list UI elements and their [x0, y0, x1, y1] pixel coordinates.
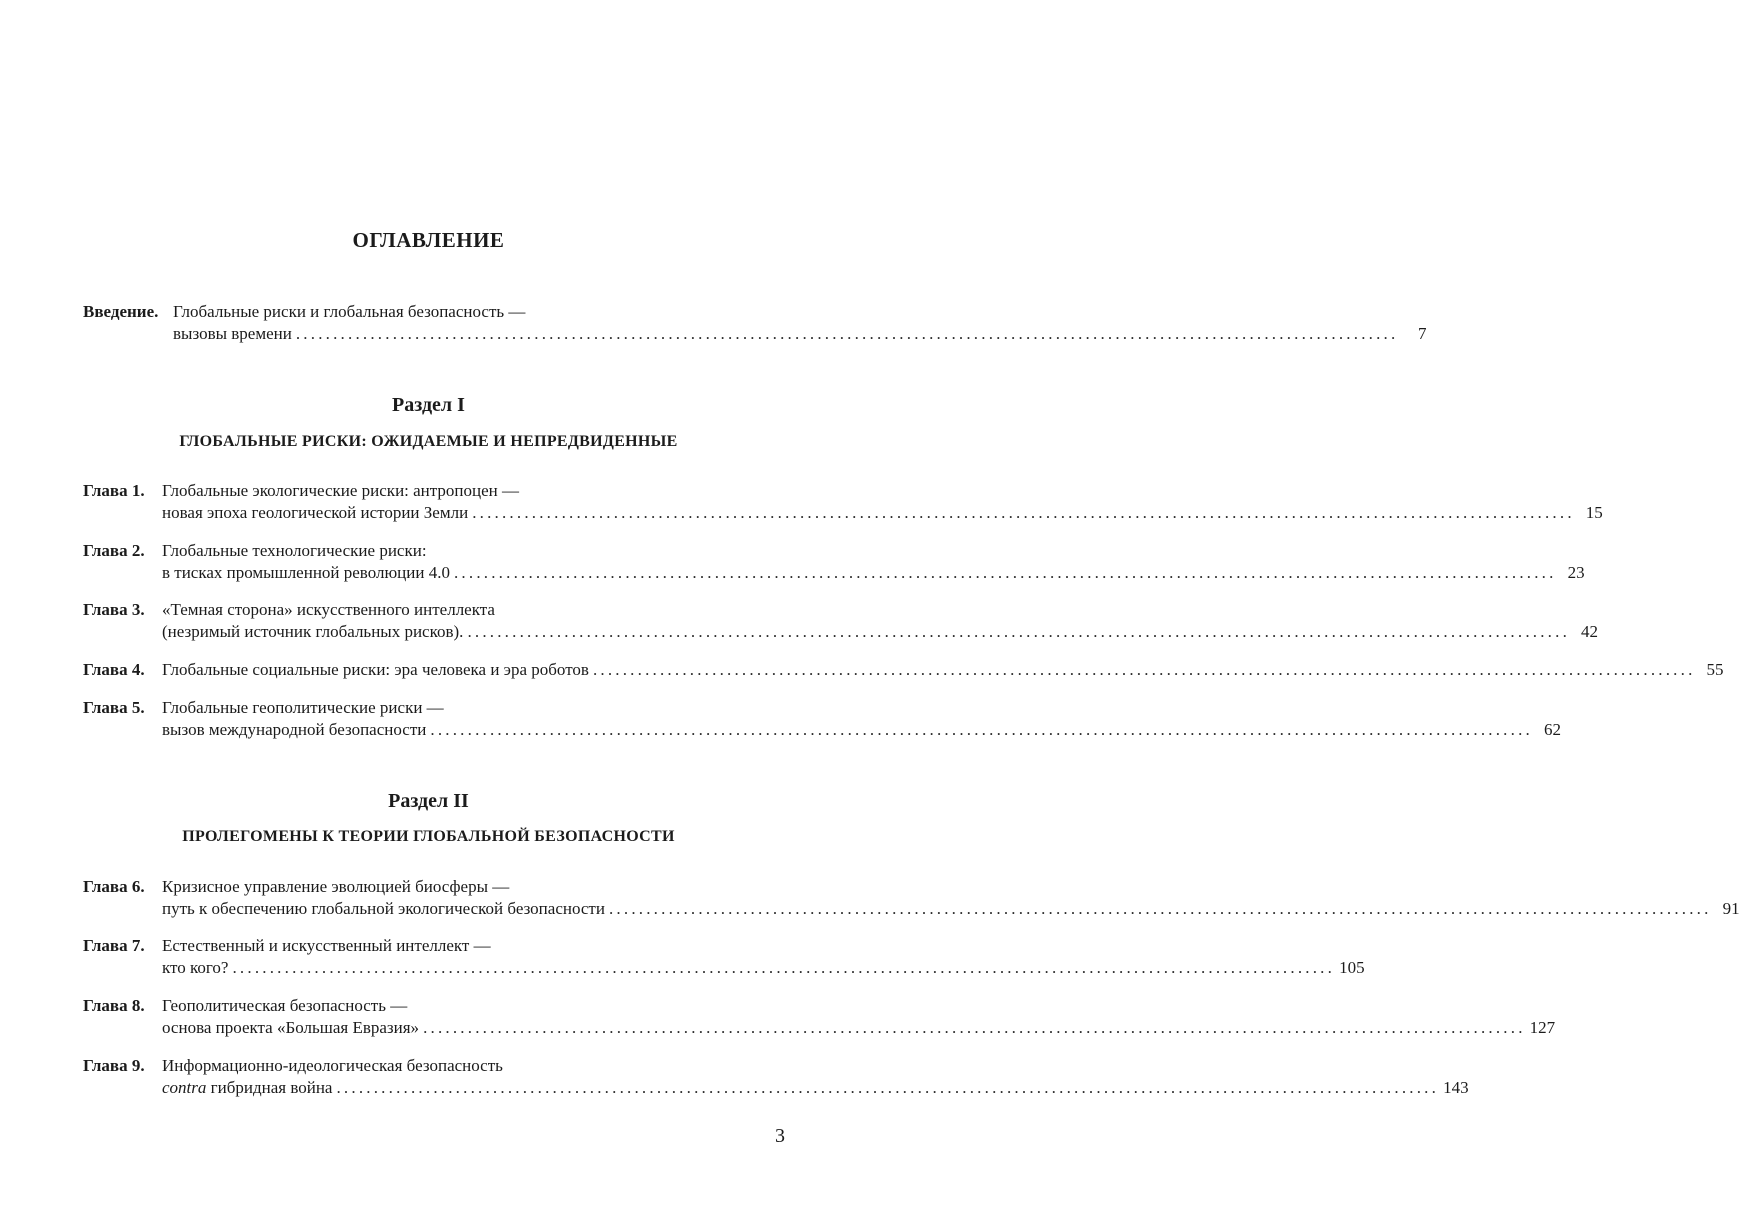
dot-leader: .................................................................................................................................................... — [608, 899, 1712, 918]
entry-label: Глава 8. — [83, 996, 145, 1015]
entry-title-line1: Кризисное управление эволюцией биосферы — — [162, 877, 510, 896]
entry-title-line2: гибридная война — [206, 1078, 333, 1097]
dot-leader: .................................................................................................................................................... — [232, 958, 1336, 977]
toc-entry-chapter-8[interactable] — [83, 995, 1556, 1039]
entry-label: Глава 1. — [83, 481, 145, 500]
entry-title-line2: основа проекта «Большая Евразия» — [162, 1018, 420, 1037]
entry-label: Глава 6. — [83, 877, 145, 896]
entry-page: 42 — [1581, 622, 1599, 641]
entry-label: Глава 9. — [83, 1056, 145, 1075]
entry-label: Глава 7. — [83, 936, 145, 955]
entry-label: Глава 4. — [83, 660, 145, 679]
entry-page: 127 — [1529, 1018, 1556, 1037]
toc-entry-chapter-1[interactable] — [83, 480, 1603, 524]
entry-label: Глава 2. — [83, 541, 145, 560]
entry-title-line2: вызовы времени — [173, 324, 292, 343]
dot-leader: .................................................................................................................................................... — [423, 1018, 1526, 1037]
entry-title-line1: Геополитическая безопасность — — [162, 996, 408, 1015]
entry-title-line2: вызов международной безопасности — [162, 720, 427, 739]
entry-page: 23 — [1567, 563, 1585, 582]
toc-entry-chapter-5[interactable] — [83, 697, 1561, 741]
entry-title-line1: Глобальные технологические риски: — [162, 541, 427, 560]
toc-entry-chapter-2[interactable] — [83, 540, 1585, 584]
dot-leader: .................................................................................................................................................... — [467, 622, 1571, 641]
dot-leader: .................................................................................................................................................... — [336, 1078, 1440, 1097]
entry-page: 91 — [1722, 899, 1740, 918]
entry-page: 55 — [1706, 660, 1724, 679]
entry-title-line2: Глобальные социальные риски: эра человека и эра роботов — [162, 660, 589, 679]
entry-title-line1: Информационно-идеологическая безопасность — [162, 1056, 503, 1075]
entry-page: 105 — [1339, 958, 1365, 977]
toc-entry-intro[interactable] — [83, 301, 1427, 345]
section-title: Раздел II — [388, 790, 469, 812]
entry-title-line1: Глобальные экологические риски: антропоцен — — [162, 481, 520, 500]
entry-title-line1: Глобальные риски и глобальная безопасность — — [173, 302, 526, 321]
dot-leader: .................................................................................................................................................... — [592, 660, 1696, 679]
entry-title-line1: «Темная сторона» искусственного интеллекта — [162, 600, 495, 619]
dot-leader: .................................................................................................................................................... — [430, 720, 1533, 739]
toc-entry-chapter-7[interactable] — [83, 935, 1365, 979]
entry-label: Введение. — [83, 302, 159, 321]
entry-title-line2-wrap — [162, 1077, 332, 1099]
page-number: 3 — [775, 1125, 785, 1147]
entry-title-italic: contra — [162, 1078, 207, 1097]
entry-page: 7 — [1417, 324, 1427, 343]
section-title: Раздел I — [392, 394, 465, 416]
entry-page: 15 — [1585, 503, 1603, 522]
entry-title-line2: путь к обеспечению глобальной экологической безопасности — [162, 899, 605, 918]
section-subtitle: ПРОЛЕГОМЕНЫ К ТЕОРИИ ГЛОБАЛЬНОЙ БЕЗОПАСНОСТИ — [182, 828, 675, 845]
toc-entry-chapter-6[interactable] — [83, 876, 1740, 920]
dot-leader: .................................................................................................................................................... — [295, 324, 1399, 343]
toc-entry-chapter-9[interactable] — [83, 1055, 1469, 1099]
dot-leader: .................................................................................................................................................... — [453, 563, 1557, 582]
section-subtitle: ГЛОБАЛЬНЫЕ РИСКИ: ОЖИДАЕМЫЕ И НЕПРЕДВИДЕННЫЕ — [179, 433, 678, 450]
page-title: ОГЛАВЛЕНИЕ — [352, 228, 505, 252]
entry-label: Глава 3. — [83, 600, 145, 619]
entry-page: 143 — [1443, 1078, 1469, 1097]
toc-entry-chapter-3[interactable] — [83, 599, 1599, 643]
entry-title-line1: Естественный и искусственный интеллект — — [162, 936, 491, 955]
toc-entry-chapter-4[interactable] — [83, 659, 1724, 681]
entry-title-line2: (незримый источник глобальных рисков). — [162, 622, 464, 641]
entry-title-line2: в тисках промышленной революции 4.0 — [162, 563, 450, 582]
entry-page: 62 — [1543, 720, 1561, 739]
entry-title-line2: кто кого? — [162, 958, 229, 977]
entry-label: Глава 5. — [83, 698, 145, 717]
dot-leader: .................................................................................................................................................... — [472, 503, 1575, 522]
entry-title-line1: Глобальные геополитические риски — — [162, 698, 444, 717]
entry-title-line2: новая эпоха геологической истории Земли — [162, 503, 469, 522]
